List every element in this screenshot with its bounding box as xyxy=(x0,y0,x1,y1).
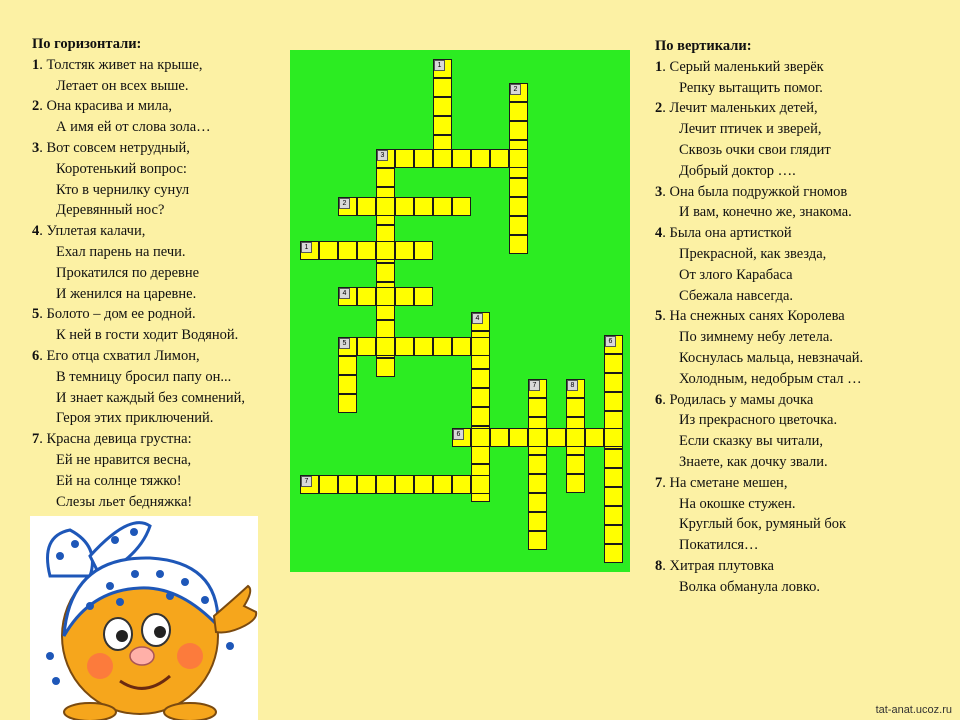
crossword-cell[interactable] xyxy=(433,78,452,97)
crossword-cell[interactable] xyxy=(300,241,319,260)
crossword-cell[interactable] xyxy=(509,121,528,140)
crossword-cell[interactable] xyxy=(338,241,357,260)
horizontal-clue-5-line xyxy=(32,325,245,346)
vertical-clue-number: 4 xyxy=(655,225,663,242)
vertical-clue-7-line xyxy=(655,514,863,535)
vertical-clue-text: На снежных санях Королева xyxy=(669,308,845,325)
horizontal-clue-number: 6 xyxy=(32,347,40,364)
horizontal-clue-text: Слезы льет бедняжка! xyxy=(56,493,193,510)
horizontal-clue-1-line: 1. Толстяк живет на крыше, xyxy=(32,56,203,73)
horizontal-clue-number: 7 xyxy=(32,431,40,448)
horizontal-clue-text: Ехал парень на печи. xyxy=(56,243,186,260)
crossword-cell[interactable] xyxy=(528,493,547,512)
vertical-clue-text: Лечит птичек и зверей, xyxy=(679,121,822,138)
horizontal-clue-text: Красна девица грустна: xyxy=(46,431,192,448)
crossword-cell[interactable] xyxy=(471,445,490,464)
crossword-cell[interactable] xyxy=(604,428,623,447)
vertical-clues xyxy=(655,36,863,598)
horizontal-clue-text: А имя ей от слова зола… xyxy=(56,119,211,136)
vertical-clue-7-line xyxy=(655,494,863,515)
vertical-clue-3-line: 3. Она была подружкой гномов xyxy=(655,183,848,200)
crossword-cell[interactable] xyxy=(604,525,623,544)
crossword-cell[interactable] xyxy=(604,392,623,411)
vertical-clue-6-line xyxy=(655,410,863,431)
vertical-clue-text: Лечит маленьких детей, xyxy=(669,100,818,117)
horizontal-clue-text: Уплетая калачи, xyxy=(46,223,146,240)
horizontal-clue-text: Кто в чернилку сунул xyxy=(56,181,190,198)
crossword-cell[interactable] xyxy=(509,428,528,447)
horizontal-clue-text: Героя этих приключений. xyxy=(56,410,214,427)
crossword-cell[interactable] xyxy=(338,475,357,494)
crossword-cell[interactable] xyxy=(566,474,585,493)
crossword-cell[interactable] xyxy=(338,197,357,216)
vertical-clue-text: Родилась у мамы дочка xyxy=(669,391,814,408)
crossword-cell[interactable] xyxy=(376,263,395,282)
crossword-cell[interactable] xyxy=(414,149,433,168)
crossword-cell[interactable] xyxy=(338,394,357,413)
crossword-cell[interactable] xyxy=(433,59,452,78)
vertical-clue-text: Знаете, как дочку звали. xyxy=(679,453,828,470)
horizontal-clue-text: Его отца схватил Лимон, xyxy=(46,347,200,364)
vertical-clue-4-line xyxy=(655,265,863,286)
horizontal-clue-text: Толстяк живет на крыше, xyxy=(46,56,203,73)
cell-number-label: 1 xyxy=(434,60,445,71)
crossword-cell[interactable] xyxy=(433,197,452,216)
horizontal-clue-text: Коротенький вопрос: xyxy=(56,160,187,177)
cell-number-label: 3 xyxy=(377,150,388,161)
crossword-cell[interactable] xyxy=(528,512,547,531)
vertical-clue-5-line: 5. На снежных санях Королева xyxy=(655,308,845,325)
crossword-cell[interactable] xyxy=(604,468,623,487)
cell-number-label: 2 xyxy=(510,84,521,95)
vertical-clue-text: Репку вытащить помог. xyxy=(679,79,823,96)
horizontal-clues xyxy=(32,34,245,512)
vertical-clue-5-line xyxy=(655,348,863,369)
horizontal-clue-text: Летает он всех выше. xyxy=(56,77,189,94)
horizontal-clue-6-line xyxy=(32,367,245,388)
crossword-cell[interactable] xyxy=(376,287,395,306)
crossword-cell[interactable] xyxy=(395,241,414,260)
crossword-cell[interactable] xyxy=(395,337,414,356)
horizontal-clue-6-line xyxy=(32,388,245,409)
crossword-cell[interactable] xyxy=(566,428,585,447)
crossword-cell[interactable] xyxy=(452,475,471,494)
horizontal-clue-7-line xyxy=(32,471,245,492)
crossword-cell[interactable] xyxy=(338,356,357,375)
crossword-cell[interactable] xyxy=(490,149,509,168)
crossword-cell[interactable] xyxy=(509,235,528,254)
vertical-clue-number: 7 xyxy=(655,474,663,491)
crossword-cell[interactable] xyxy=(604,335,623,354)
horizontal-heading: По горизонтали: xyxy=(32,36,142,52)
crossword-cell[interactable] xyxy=(509,149,528,168)
horizontal-clue-7-line: 7. Красна девица грустна: xyxy=(32,431,192,448)
crossword-cell[interactable] xyxy=(604,506,623,525)
horizontal-clue-text: К ней в гости ходит Водяной. xyxy=(56,327,239,344)
crossword-cell[interactable] xyxy=(357,197,376,216)
kolobok-illustration xyxy=(30,516,258,720)
vertical-clue-text: И вам, конечно же, знакома. xyxy=(679,204,852,221)
horizontal-clue-3-line xyxy=(32,200,245,221)
crossword-cell[interactable] xyxy=(395,287,414,306)
horizontal-clue-6-line xyxy=(32,408,245,429)
vertical-clue-text: Сбежала навсегда. xyxy=(679,287,794,304)
crossword-cell[interactable] xyxy=(376,149,395,168)
horizontal-clue-text: Ей не нравится весна, xyxy=(56,451,192,468)
crossword-cell[interactable] xyxy=(338,375,357,394)
crossword-cell[interactable] xyxy=(376,241,395,260)
horizontal-clue-3-line xyxy=(32,180,245,201)
vertical-clue-2-line xyxy=(655,140,863,161)
crossword-cell[interactable] xyxy=(509,83,528,102)
vertical-heading: По вертикали: xyxy=(655,38,752,54)
vertical-clue-8-line: 8. Хитрая плутовка xyxy=(655,557,774,574)
crossword-cell[interactable] xyxy=(471,149,490,168)
crossword-cell[interactable] xyxy=(509,102,528,121)
crossword-cell[interactable] xyxy=(376,475,395,494)
horizontal-clue-5-line: 5. Болото – дом ее родной. xyxy=(32,306,196,323)
crossword-cell[interactable] xyxy=(490,428,509,447)
crossword-cell[interactable] xyxy=(395,149,414,168)
crossword-cell[interactable] xyxy=(452,428,471,447)
horizontal-clue-number: 4 xyxy=(32,223,40,240)
cell-number-label: 5 xyxy=(339,338,350,349)
vertical-clue-5-line xyxy=(655,369,863,390)
crossword-cell[interactable] xyxy=(604,544,623,563)
horizontal-clue-text: Деревянный нос? xyxy=(56,202,165,219)
crossword-cell[interactable] xyxy=(376,337,395,356)
crossword-cell[interactable] xyxy=(319,241,338,260)
crossword-cell[interactable] xyxy=(414,241,433,260)
vertical-clue-2-line xyxy=(655,161,863,182)
crossword-cell[interactable] xyxy=(452,149,471,168)
vertical-clue-1-line xyxy=(655,78,863,99)
crossword-cell[interactable] xyxy=(547,428,566,447)
vertical-clue-1-line: 1. Серый маленький зверёк xyxy=(655,58,824,75)
crossword-cell[interactable] xyxy=(585,428,604,447)
vertical-clue-7-line xyxy=(655,535,863,556)
crossword-cell[interactable] xyxy=(604,487,623,506)
vertical-clue-7-line: 7. На сметане мешен, xyxy=(655,474,788,491)
cell-number-label: 8 xyxy=(567,380,578,391)
crossword-cell[interactable] xyxy=(338,337,357,356)
crossword-cell[interactable] xyxy=(414,197,433,216)
crossword-cell[interactable] xyxy=(338,287,357,306)
horizontal-clue-text: Ей на солнце тяжко! xyxy=(56,472,182,489)
crossword-cell[interactable] xyxy=(376,168,395,187)
vertical-clue-number: 5 xyxy=(655,308,663,325)
horizontal-clue-4-line xyxy=(32,242,245,263)
vertical-clue-text: Волка обманула ловко. xyxy=(679,578,821,595)
vertical-clue-4-line xyxy=(655,244,863,265)
crossword-cell[interactable] xyxy=(471,388,490,407)
vertical-clue-3-line xyxy=(655,202,863,223)
cell-number-label: 4 xyxy=(472,313,483,324)
crossword-cell[interactable] xyxy=(471,337,490,356)
crossword-cell[interactable] xyxy=(604,354,623,373)
vertical-clue-number: 1 xyxy=(655,58,663,75)
crossword-cell[interactable] xyxy=(528,428,547,447)
vertical-clue-text: Сквозь очки свои глядит xyxy=(679,141,831,158)
vertical-clue-text: Холодным, недобрым стал … xyxy=(679,370,862,387)
horizontal-clue-3-line xyxy=(32,159,245,180)
horizontal-clue-number: 3 xyxy=(32,139,40,156)
crossword-cell[interactable] xyxy=(528,474,547,493)
horizontal-clue-number: 1 xyxy=(32,56,40,73)
horizontal-clue-text: Болото – дом ее родной. xyxy=(46,306,196,323)
horizontal-clue-6-line: 6. Его отца схватил Лимон, xyxy=(32,347,200,364)
crossword-cell[interactable] xyxy=(433,149,452,168)
crossword-cell[interactable] xyxy=(376,358,395,377)
vertical-clue-text: Хитрая плутовка xyxy=(669,557,774,574)
horizontal-clue-number: 5 xyxy=(32,306,40,323)
horizontal-clue-1-line xyxy=(32,76,245,97)
vertical-clue-6-line xyxy=(655,431,863,452)
horizontal-clue-7-line xyxy=(32,492,245,513)
crossword-cell[interactable] xyxy=(566,455,585,474)
vertical-clue-number: 3 xyxy=(655,183,663,200)
horizontal-clue-7-line xyxy=(32,450,245,471)
vertical-clue-text: Коснулась мальца, невзначай. xyxy=(679,349,864,366)
cell-number-label: 2 xyxy=(339,198,350,209)
crossword-cell[interactable] xyxy=(509,178,528,197)
crossword-cell[interactable] xyxy=(357,241,376,260)
vertical-clue-text: На сметане мешен, xyxy=(669,474,788,491)
crossword-cell[interactable] xyxy=(357,337,376,356)
crossword-cell[interactable] xyxy=(414,475,433,494)
cell-number-label: 4 xyxy=(339,288,350,299)
vertical-clue-text: Серый маленький зверёк xyxy=(669,58,824,75)
crossword-cell[interactable] xyxy=(395,197,414,216)
horizontal-clue-4-line xyxy=(32,263,245,284)
horizontal-clue-text: Вот совсем нетрудный, xyxy=(46,139,190,156)
vertical-clue-text: Добрый доктор …. xyxy=(679,162,796,179)
crossword-cell[interactable] xyxy=(471,407,490,426)
crossword-cell[interactable] xyxy=(528,398,547,417)
vertical-clue-number: 2 xyxy=(655,100,663,117)
vertical-clue-text: Покатился… xyxy=(679,537,759,554)
vertical-clue-text: По зимнему небу летела. xyxy=(679,329,833,346)
crossword-cell[interactable] xyxy=(528,455,547,474)
crossword-cell[interactable] xyxy=(414,337,433,356)
horizontal-clue-text: И женился на царевне. xyxy=(56,285,197,302)
crossword-cell[interactable] xyxy=(319,475,338,494)
vertical-clue-number: 6 xyxy=(655,391,663,408)
crossword-cell[interactable] xyxy=(376,197,395,216)
vertical-clue-text: Была она артисткой xyxy=(669,225,792,242)
crossword-cell[interactable] xyxy=(471,369,490,388)
crossword-cell[interactable] xyxy=(509,216,528,235)
crossword-cell[interactable] xyxy=(604,449,623,468)
crossword-cell[interactable] xyxy=(357,475,376,494)
crossword-cell[interactable] xyxy=(433,337,452,356)
watermark: tat-anat.ucoz.ru xyxy=(875,704,952,716)
horizontal-clue-4-line xyxy=(32,284,245,305)
vertical-clue-4-line xyxy=(655,286,863,307)
vertical-clue-text: Она была подружкой гномов xyxy=(669,183,848,200)
crossword-board xyxy=(290,50,630,572)
cell-number-label: 7 xyxy=(529,380,540,391)
vertical-clue-text: На окошке стужен. xyxy=(679,495,796,512)
cell-number-label: 1 xyxy=(301,242,312,253)
crossword-cell[interactable] xyxy=(433,116,452,135)
vertical-clue-5-line xyxy=(655,327,863,348)
crossword-cell[interactable] xyxy=(566,379,585,398)
vertical-clue-4-line: 4. Была она артисткой xyxy=(655,225,792,242)
vertical-clue-text: Прекрасной, как звезда, xyxy=(679,245,827,262)
vertical-clue-text: Если сказку вы читали, xyxy=(679,433,824,450)
crossword-cell[interactable] xyxy=(433,97,452,116)
crossword-cell[interactable] xyxy=(452,337,471,356)
vertical-clue-text: Круглый бок, румяный бок xyxy=(679,516,846,533)
crossword-cell[interactable] xyxy=(604,373,623,392)
crossword-cell[interactable] xyxy=(414,287,433,306)
crossword-cell[interactable] xyxy=(357,287,376,306)
vertical-clue-8-line xyxy=(655,577,863,598)
vertical-clue-2-line: 2. Лечит маленьких детей, xyxy=(655,100,818,117)
crossword-cell[interactable] xyxy=(471,428,490,447)
cell-number-label: 6 xyxy=(453,429,464,440)
horizontal-clue-text: И знает каждый без сомнений, xyxy=(56,389,246,406)
crossword-cell[interactable] xyxy=(452,197,471,216)
crossword-cell[interactable] xyxy=(471,312,490,331)
horizontal-clue-3-line: 3. Вот совсем нетрудный, xyxy=(32,139,190,156)
vertical-clue-2-line xyxy=(655,119,863,140)
crossword-cell[interactable] xyxy=(528,379,547,398)
vertical-clue-6-line xyxy=(655,452,863,473)
horizontal-clue-text: Она красива и мила, xyxy=(46,98,173,115)
vertical-clue-6-line: 6. Родилась у мамы дочка xyxy=(655,391,814,408)
crossword-cell[interactable] xyxy=(395,475,414,494)
cell-number-label: 7 xyxy=(301,476,312,487)
crossword-cell[interactable] xyxy=(528,531,547,550)
horizontal-clue-text: Прокатился по деревне xyxy=(56,264,200,281)
horizontal-clue-number: 2 xyxy=(32,98,40,115)
horizontal-clue-text: В темницу бросил папу он... xyxy=(56,368,232,385)
horizontal-clue-2-line: 2. Она красива и мила, xyxy=(32,98,173,115)
crossword-cell[interactable] xyxy=(300,475,319,494)
crossword-cell[interactable] xyxy=(566,398,585,417)
crossword-cell[interactable] xyxy=(433,475,452,494)
cell-number-label: 6 xyxy=(605,336,616,347)
horizontal-clue-4-line: 4. Уплетая калачи, xyxy=(32,223,146,240)
horizontal-clue-2-line xyxy=(32,117,245,138)
crossword-cell[interactable] xyxy=(509,197,528,216)
vertical-clue-text: Из прекрасного цветочка. xyxy=(679,412,838,429)
vertical-clue-number: 8 xyxy=(655,557,663,574)
vertical-clue-text: От злого Карабаса xyxy=(679,266,793,283)
crossword-cell[interactable] xyxy=(471,475,490,494)
